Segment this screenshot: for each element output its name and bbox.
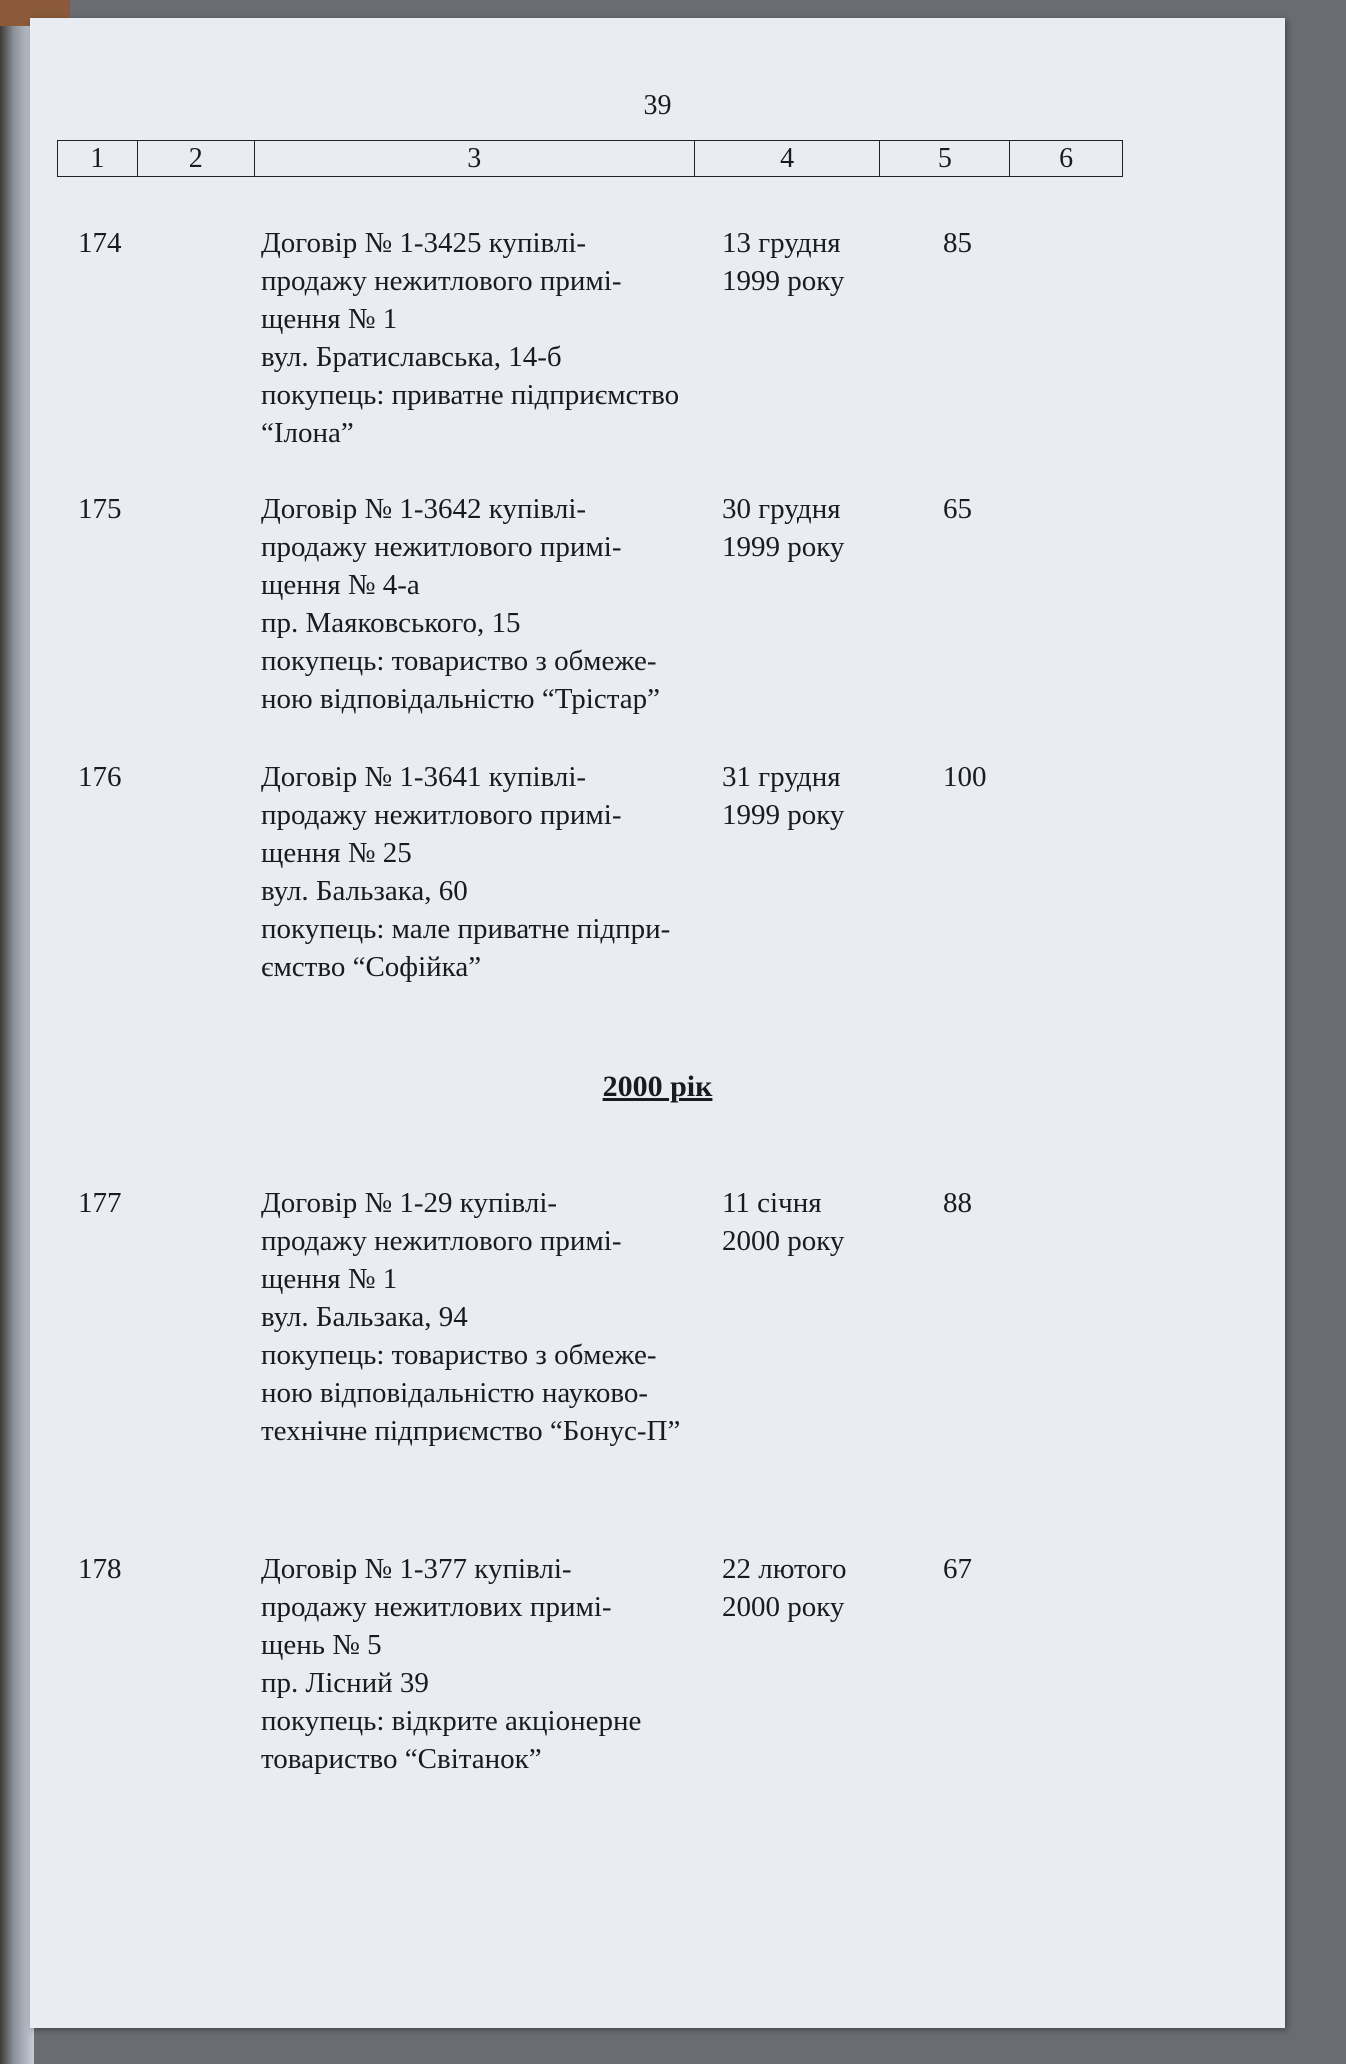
record-description (261, 1550, 781, 1778)
record-number: 175 (78, 493, 122, 525)
column-header-4: 4 (695, 141, 881, 176)
date-line: 11 січня (722, 1187, 822, 1219)
description-line: щення № 1 (261, 1263, 398, 1295)
document-page (30, 18, 1285, 2028)
description-line: покупець: приватне підприємство (261, 379, 680, 411)
description-line: технічне підприємство “Бонус-П” (261, 1415, 681, 1447)
description-line: покупець: мале приватне підпри- (261, 913, 671, 945)
column-header-6: 6 (1059, 142, 1074, 174)
description-line: товариство “Світанок” (261, 1743, 542, 1775)
description-line: Договір № 1-3641 купівлі- (261, 761, 587, 793)
description-line: продажу нежитлового примі- (261, 799, 622, 831)
description-line: ємство “Софійка” (261, 951, 482, 983)
record-number: 177 (78, 1187, 122, 1219)
record-pages: 88 (943, 1187, 972, 1219)
column-header-1: 1 (58, 141, 138, 176)
description-line: ною відповідальністю науково- (261, 1377, 649, 1409)
record-date (722, 758, 897, 834)
description-line: вул. Братиславська, 14-б (261, 341, 562, 373)
description-line: покупець: товариство з обмеже- (261, 1339, 657, 1371)
description-line: пр. Маяковського, 15 (261, 607, 521, 639)
record-number: 178 (78, 1553, 122, 1585)
description-line: щень № 5 (261, 1629, 382, 1661)
book-binding (0, 0, 34, 2064)
description-line: Договір № 1-3642 купівлі- (261, 493, 587, 525)
column-header-2: 2 (138, 141, 255, 176)
date-line: 1999 року (722, 799, 845, 831)
column-header-3: 3 (255, 141, 695, 176)
record-pages: 100 (943, 761, 987, 793)
record-number: 176 (78, 761, 122, 793)
date-line: 2000 року (722, 1225, 845, 1257)
description-line: продажу нежитлового примі- (261, 265, 622, 297)
record-pages: 65 (943, 493, 972, 525)
description-line: покупець: товариство з обмеже- (261, 645, 657, 677)
description-line: Договір № 1-377 купівлі- (261, 1553, 572, 1585)
description-line: Договір № 1-29 купівлі- (261, 1187, 558, 1219)
date-line: 1999 року (722, 265, 845, 297)
year-heading: 2000 рік (602, 1070, 713, 1103)
record-pages: 67 (943, 1553, 972, 1585)
date-line: 13 грудня (722, 227, 841, 259)
record-number: 174 (78, 227, 122, 259)
description-line: продажу нежитлового примі- (261, 531, 622, 563)
column-header-5: 5 (880, 141, 1010, 176)
description-line: продажу нежитлових примі- (261, 1591, 612, 1623)
date-line: 31 грудня (722, 761, 841, 793)
date-line: 22 лютого (722, 1553, 847, 1585)
description-line: продажу нежитлового примі- (261, 1225, 622, 1257)
record-date (722, 490, 897, 566)
record-description (261, 224, 781, 452)
description-line: пр. Лісний 39 (261, 1667, 429, 1699)
record-pages: 85 (943, 227, 972, 259)
description-line: щення № 4-а (261, 569, 420, 601)
description-line: покупець: відкрите акціонерне (261, 1705, 642, 1737)
date-line: 2000 року (722, 1591, 845, 1623)
description-line: щення № 25 (261, 837, 412, 869)
record-date (722, 1550, 897, 1626)
record-description (261, 758, 781, 986)
description-line: вул. Бальзака, 94 (261, 1301, 468, 1333)
page-number: 39 (643, 90, 672, 121)
record-description (261, 490, 781, 718)
description-line: “Ілона” (261, 417, 354, 449)
record-date (722, 1184, 897, 1260)
date-line: 1999 року (722, 531, 845, 563)
description-line: щення № 1 (261, 303, 398, 335)
column-header-row (57, 140, 1123, 177)
record-date (722, 224, 897, 300)
description-line: Договір № 1-3425 купівлі- (261, 227, 587, 259)
record-description (261, 1184, 781, 1450)
description-line: вул. Бальзака, 60 (261, 875, 468, 907)
date-line: 30 грудня (722, 493, 841, 525)
description-line: ною відповідальністю “Трістар” (261, 683, 661, 715)
